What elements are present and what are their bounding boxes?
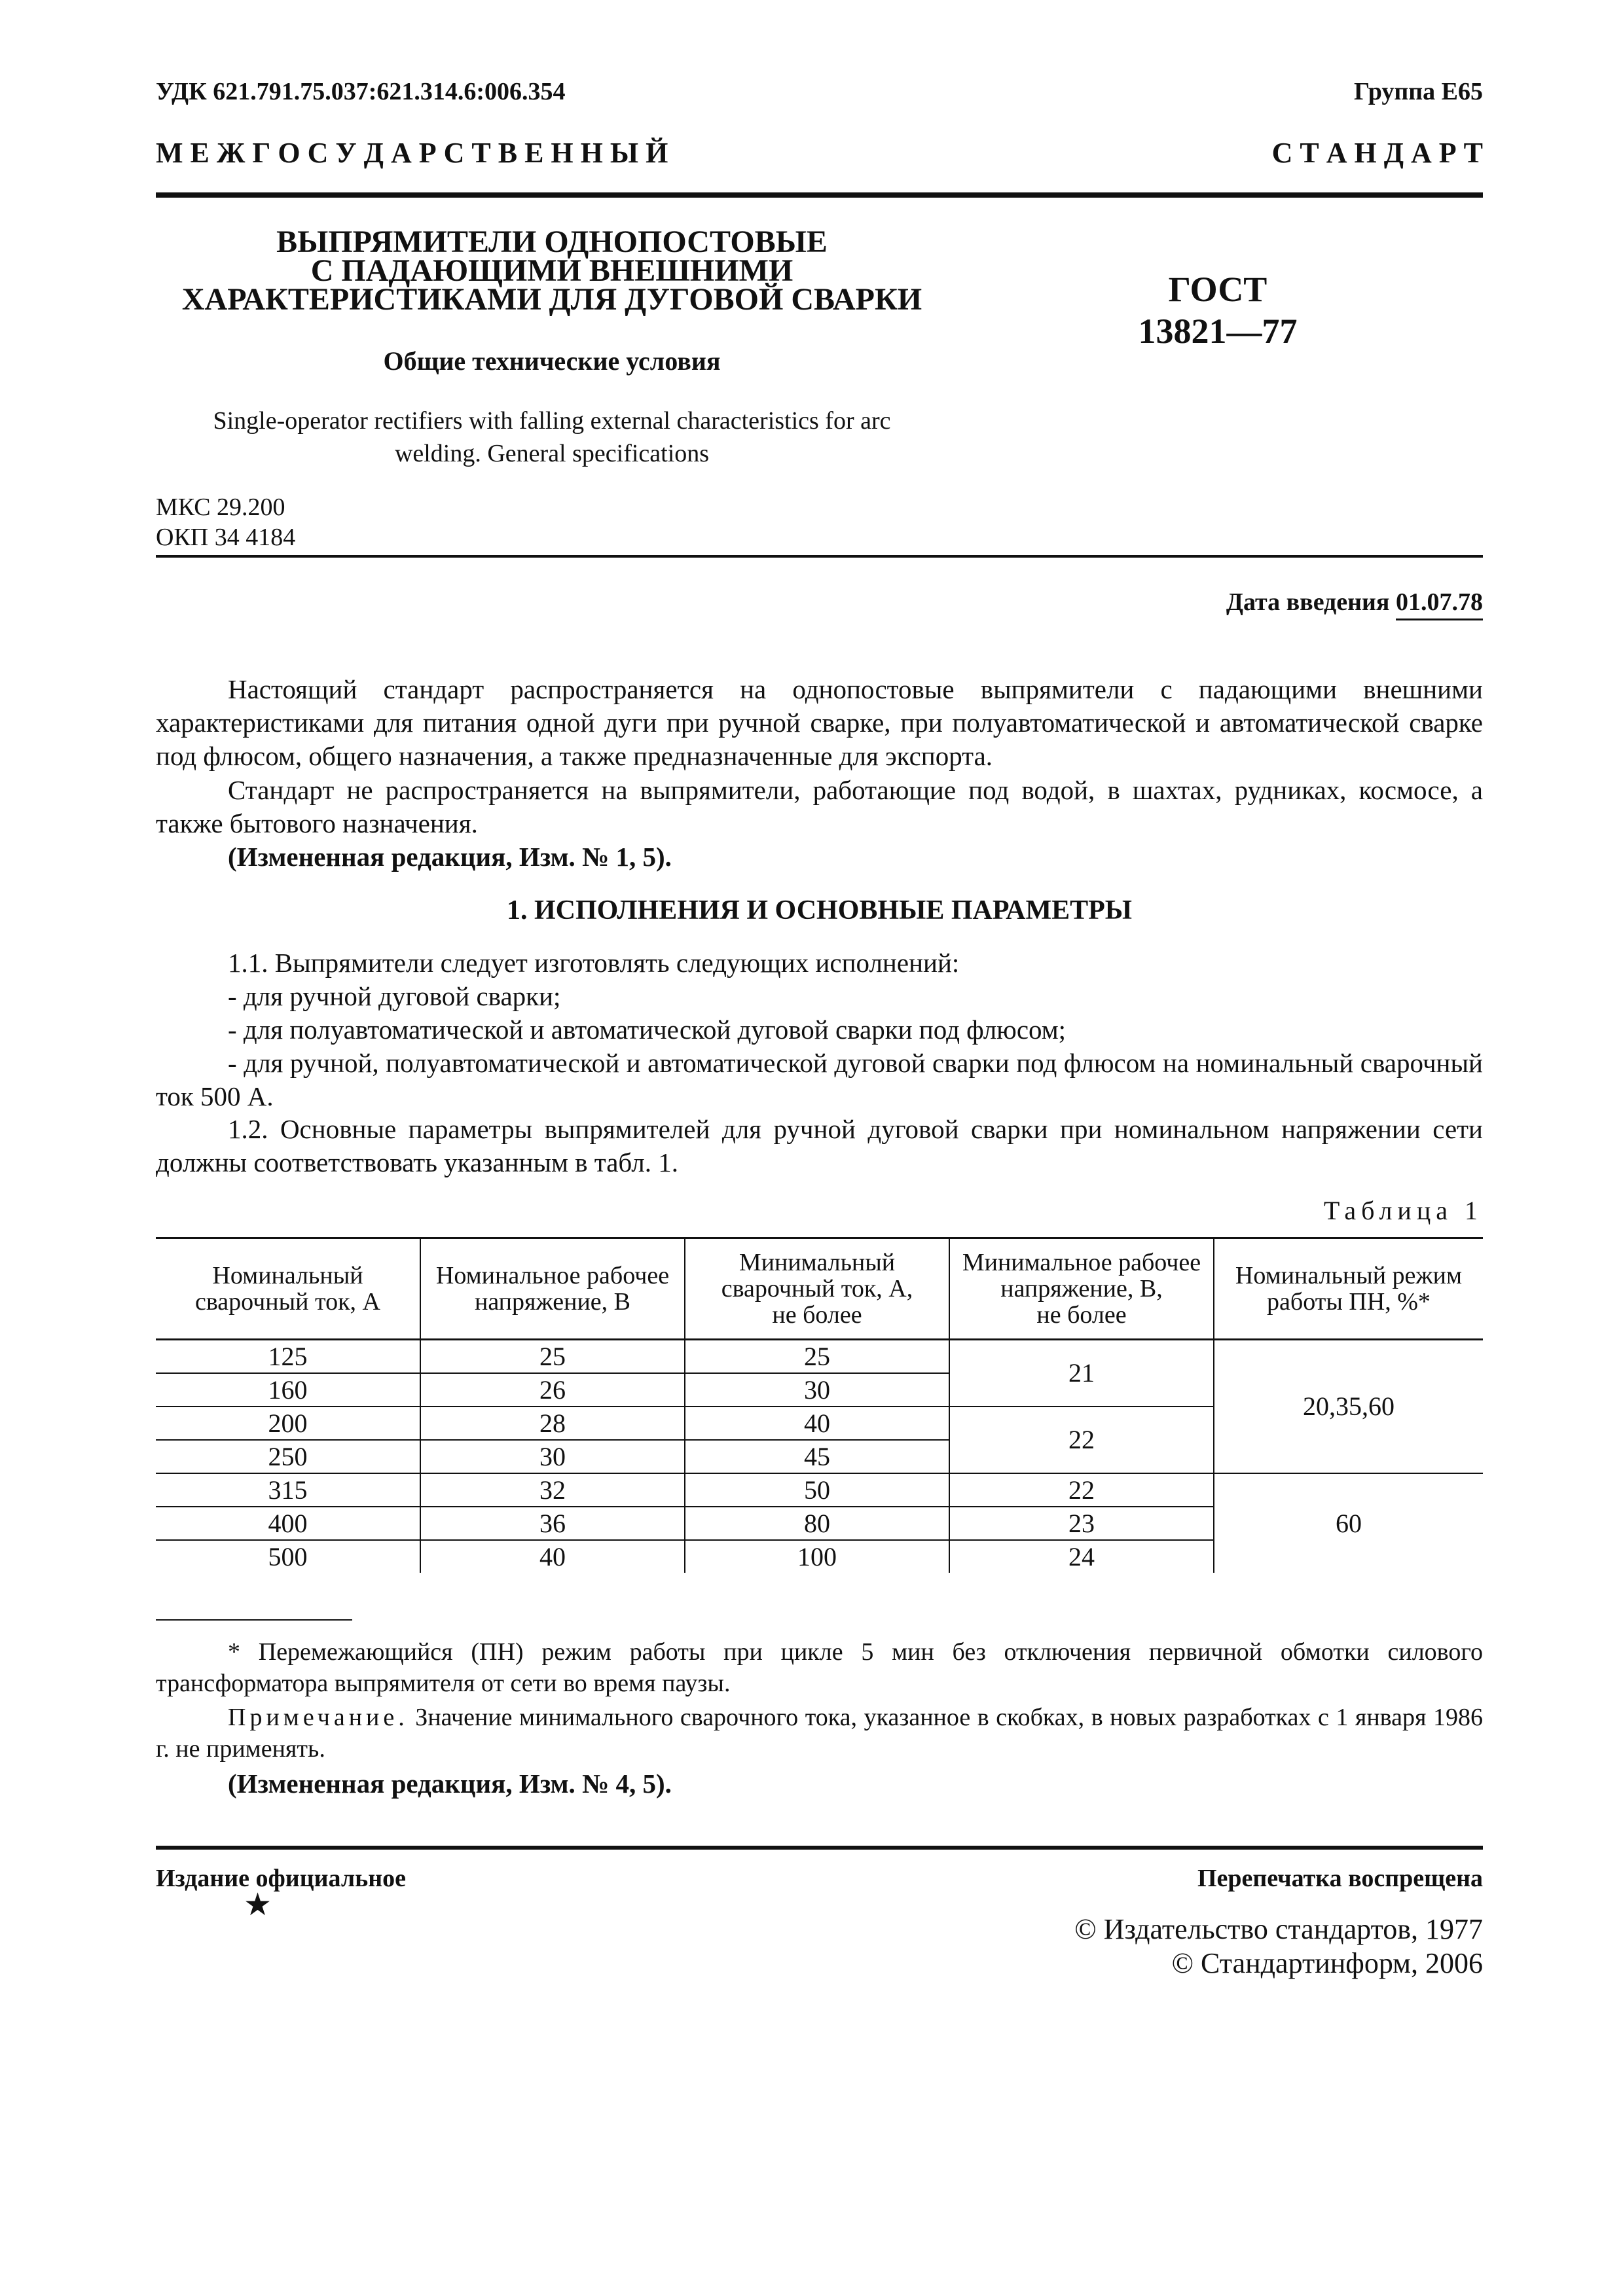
okp-code: ОКП 34 4184 — [156, 524, 296, 551]
clause-1-2: 1.2. Основные параметры выпрямителей для ручной дуговой сварки при номинальном напряжении сети должны соответствовать указанным в табл. 1. — [156, 1114, 1483, 1177]
list-item-manual: - для ручной дуговой сварки; — [228, 981, 561, 1011]
standard-type-banner — [156, 136, 1483, 170]
star-icon: ★ — [244, 1888, 272, 1922]
cell-min-current: 45 — [685, 1440, 949, 1473]
cell-min-current: 25 — [685, 1340, 949, 1374]
mks-code: МКС 29.200 — [156, 493, 285, 521]
cell-min-voltage: 21 — [949, 1340, 1214, 1407]
cell-current: 250 — [156, 1440, 420, 1473]
cell-min-voltage: 22 — [949, 1473, 1214, 1507]
cell-duty: 20,35,60 — [1214, 1340, 1483, 1474]
header-min-current: Минимальный сварочный ток, А, не более — [685, 1238, 949, 1340]
cell-min-current: 100 — [685, 1540, 949, 1573]
reprint-prohibited: Перепечатка воспрещена — [1197, 1865, 1483, 1892]
cell-min-voltage: 23 — [949, 1507, 1214, 1540]
intro-date-label: Дата введения — [1226, 588, 1390, 616]
clause-1-1: 1.1. Выпрямители следует изготовлять следующих исполнений: — [228, 948, 960, 978]
title-divider — [156, 555, 1483, 558]
header-rated-current: Номинальный сварочный ток, А — [156, 1238, 420, 1340]
paragraph-scope: Настоящий стандарт распространяется на однопостовые выпрямители с падающими внешними характеристиками для питания одной дуги при ручной сварке, при полуавтоматической и автоматической сварке под флюсом, общего назначения, а также предназначенные для экспорта. — [156, 674, 1483, 771]
document-title — [156, 224, 948, 317]
group-code: Группа Е65 — [1353, 78, 1483, 105]
cell-min-voltage: 22 — [949, 1407, 1214, 1473]
udk-code: УДК 621.791.75.037:621.314.6:006.354 — [156, 78, 566, 105]
standard-type-word-2: С Т А Н Д А Р Т — [1271, 137, 1483, 169]
official-edition: Издание официальное — [156, 1865, 407, 1892]
section-1-heading: 1. ИСПОЛНЕНИЯ И ОСНОВНЫЕ ПАРАМЕТРЫ — [506, 895, 1133, 925]
cell-duty: 60 — [1214, 1473, 1483, 1573]
cell-current: 160 — [156, 1373, 420, 1407]
intro-date-value: 01.07.78 — [1396, 588, 1483, 620]
table-row — [156, 1340, 1483, 1374]
note-text: Значение минимального сварочного тока, указанное в скобках, в новых разработках с 1 января 1986 г. не применять. — [156, 1704, 1483, 1763]
amendment-note-2: (Измененная редакция, Изм. № 4, 5). — [228, 1768, 672, 1799]
english-title — [156, 404, 948, 470]
english-title-line-1: Single-operator rectifiers with falling external characteristics for arc — [213, 407, 891, 435]
title-line-1: ВЫПРЯМИТЕЛИ ОДНОПОСТОВЫЕ — [276, 224, 828, 259]
cell-current: 125 — [156, 1340, 420, 1374]
footnote-divider — [156, 1619, 352, 1621]
gost-designation — [1120, 268, 1316, 352]
cell-voltage: 36 — [420, 1507, 685, 1540]
cell-current: 400 — [156, 1507, 420, 1540]
cell-min-current: 50 — [685, 1473, 949, 1507]
amendment-note-1: (Измененная редакция, Изм. № 1, 5). — [228, 842, 672, 872]
cell-voltage: 28 — [420, 1407, 685, 1440]
header-divider — [156, 192, 1483, 198]
footer-divider — [156, 1846, 1483, 1850]
cell-min-current: 30 — [685, 1373, 949, 1407]
english-title-line-2: welding. General specifications — [394, 440, 710, 467]
cell-voltage: 32 — [420, 1473, 685, 1507]
gost-number: 13821—77 — [1138, 312, 1298, 351]
cell-min-current: 40 — [685, 1407, 949, 1440]
table-header-row — [156, 1238, 1483, 1340]
title-line-2: С ПАДАЮЩИМИ ВНЕШНИМИ — [310, 253, 793, 288]
copyright-1977: © Издательство стандартов, 1977 — [1074, 1913, 1483, 1945]
header-rated-voltage: Номинальное рабочее напряжение, В — [420, 1238, 685, 1340]
table-caption: Таблица 1 — [1323, 1196, 1483, 1225]
header-duty-cycle: Номинальный режим работы ПН, %* — [1214, 1238, 1483, 1340]
note-label: Примечание. — [228, 1704, 409, 1731]
cell-min-current: 80 — [685, 1507, 949, 1540]
title-line-3: ХАРАКТЕРИСТИКАМИ ДЛЯ ДУГОВОЙ СВАРКИ — [181, 282, 922, 317]
copyright-block — [1074, 1912, 1483, 1981]
gost-label: ГОСТ — [1168, 270, 1267, 309]
table-row — [156, 1473, 1483, 1507]
cell-current: 200 — [156, 1407, 420, 1440]
list-item-semiauto: - для полуавтоматической и автоматической дуговой сварки под флюсом; — [228, 1014, 1067, 1045]
cell-voltage: 40 — [420, 1540, 685, 1573]
intro-date — [1226, 588, 1483, 617]
cell-current: 500 — [268, 1541, 308, 1571]
standard-type-word-1: М Е Ж Г О С У Д А Р С Т В Е Н Н Ы Й — [156, 137, 668, 169]
table-note — [156, 1702, 1483, 1765]
cell-voltage: 30 — [420, 1440, 685, 1473]
cell-voltage: 26 — [420, 1373, 685, 1407]
cell-min-voltage: 24 — [949, 1540, 1214, 1573]
paragraph-exclusions: Стандарт не распространяется на выпрямители, работающие под водой, в шахтах, рудниках, космосе, а также бытового назначения. — [156, 775, 1483, 838]
cell-voltage: 25 — [420, 1340, 685, 1374]
classification-codes — [156, 492, 295, 552]
header-min-voltage: Минимальное рабочее напряжение, В, не более — [949, 1238, 1214, 1340]
copyright-2006: © Стандартинформ, 2006 — [1171, 1947, 1483, 1979]
list-item-combined: - для ручной, полуавтоматической и автоматической дуговой сварки под флюсом на номинальный сварочный ток 500 А. — [156, 1048, 1483, 1111]
footnote-duty: * Перемежающийся (ПН) режим работы при цикле 5 мин без отключения первичной обмотки силового трансформатора выпрямителя от сети во время паузы. — [156, 1638, 1483, 1697]
parameters-table — [156, 1237, 1483, 1573]
cell-current: 315 — [156, 1473, 420, 1507]
document-subtitle: Общие технические условия — [383, 346, 721, 376]
